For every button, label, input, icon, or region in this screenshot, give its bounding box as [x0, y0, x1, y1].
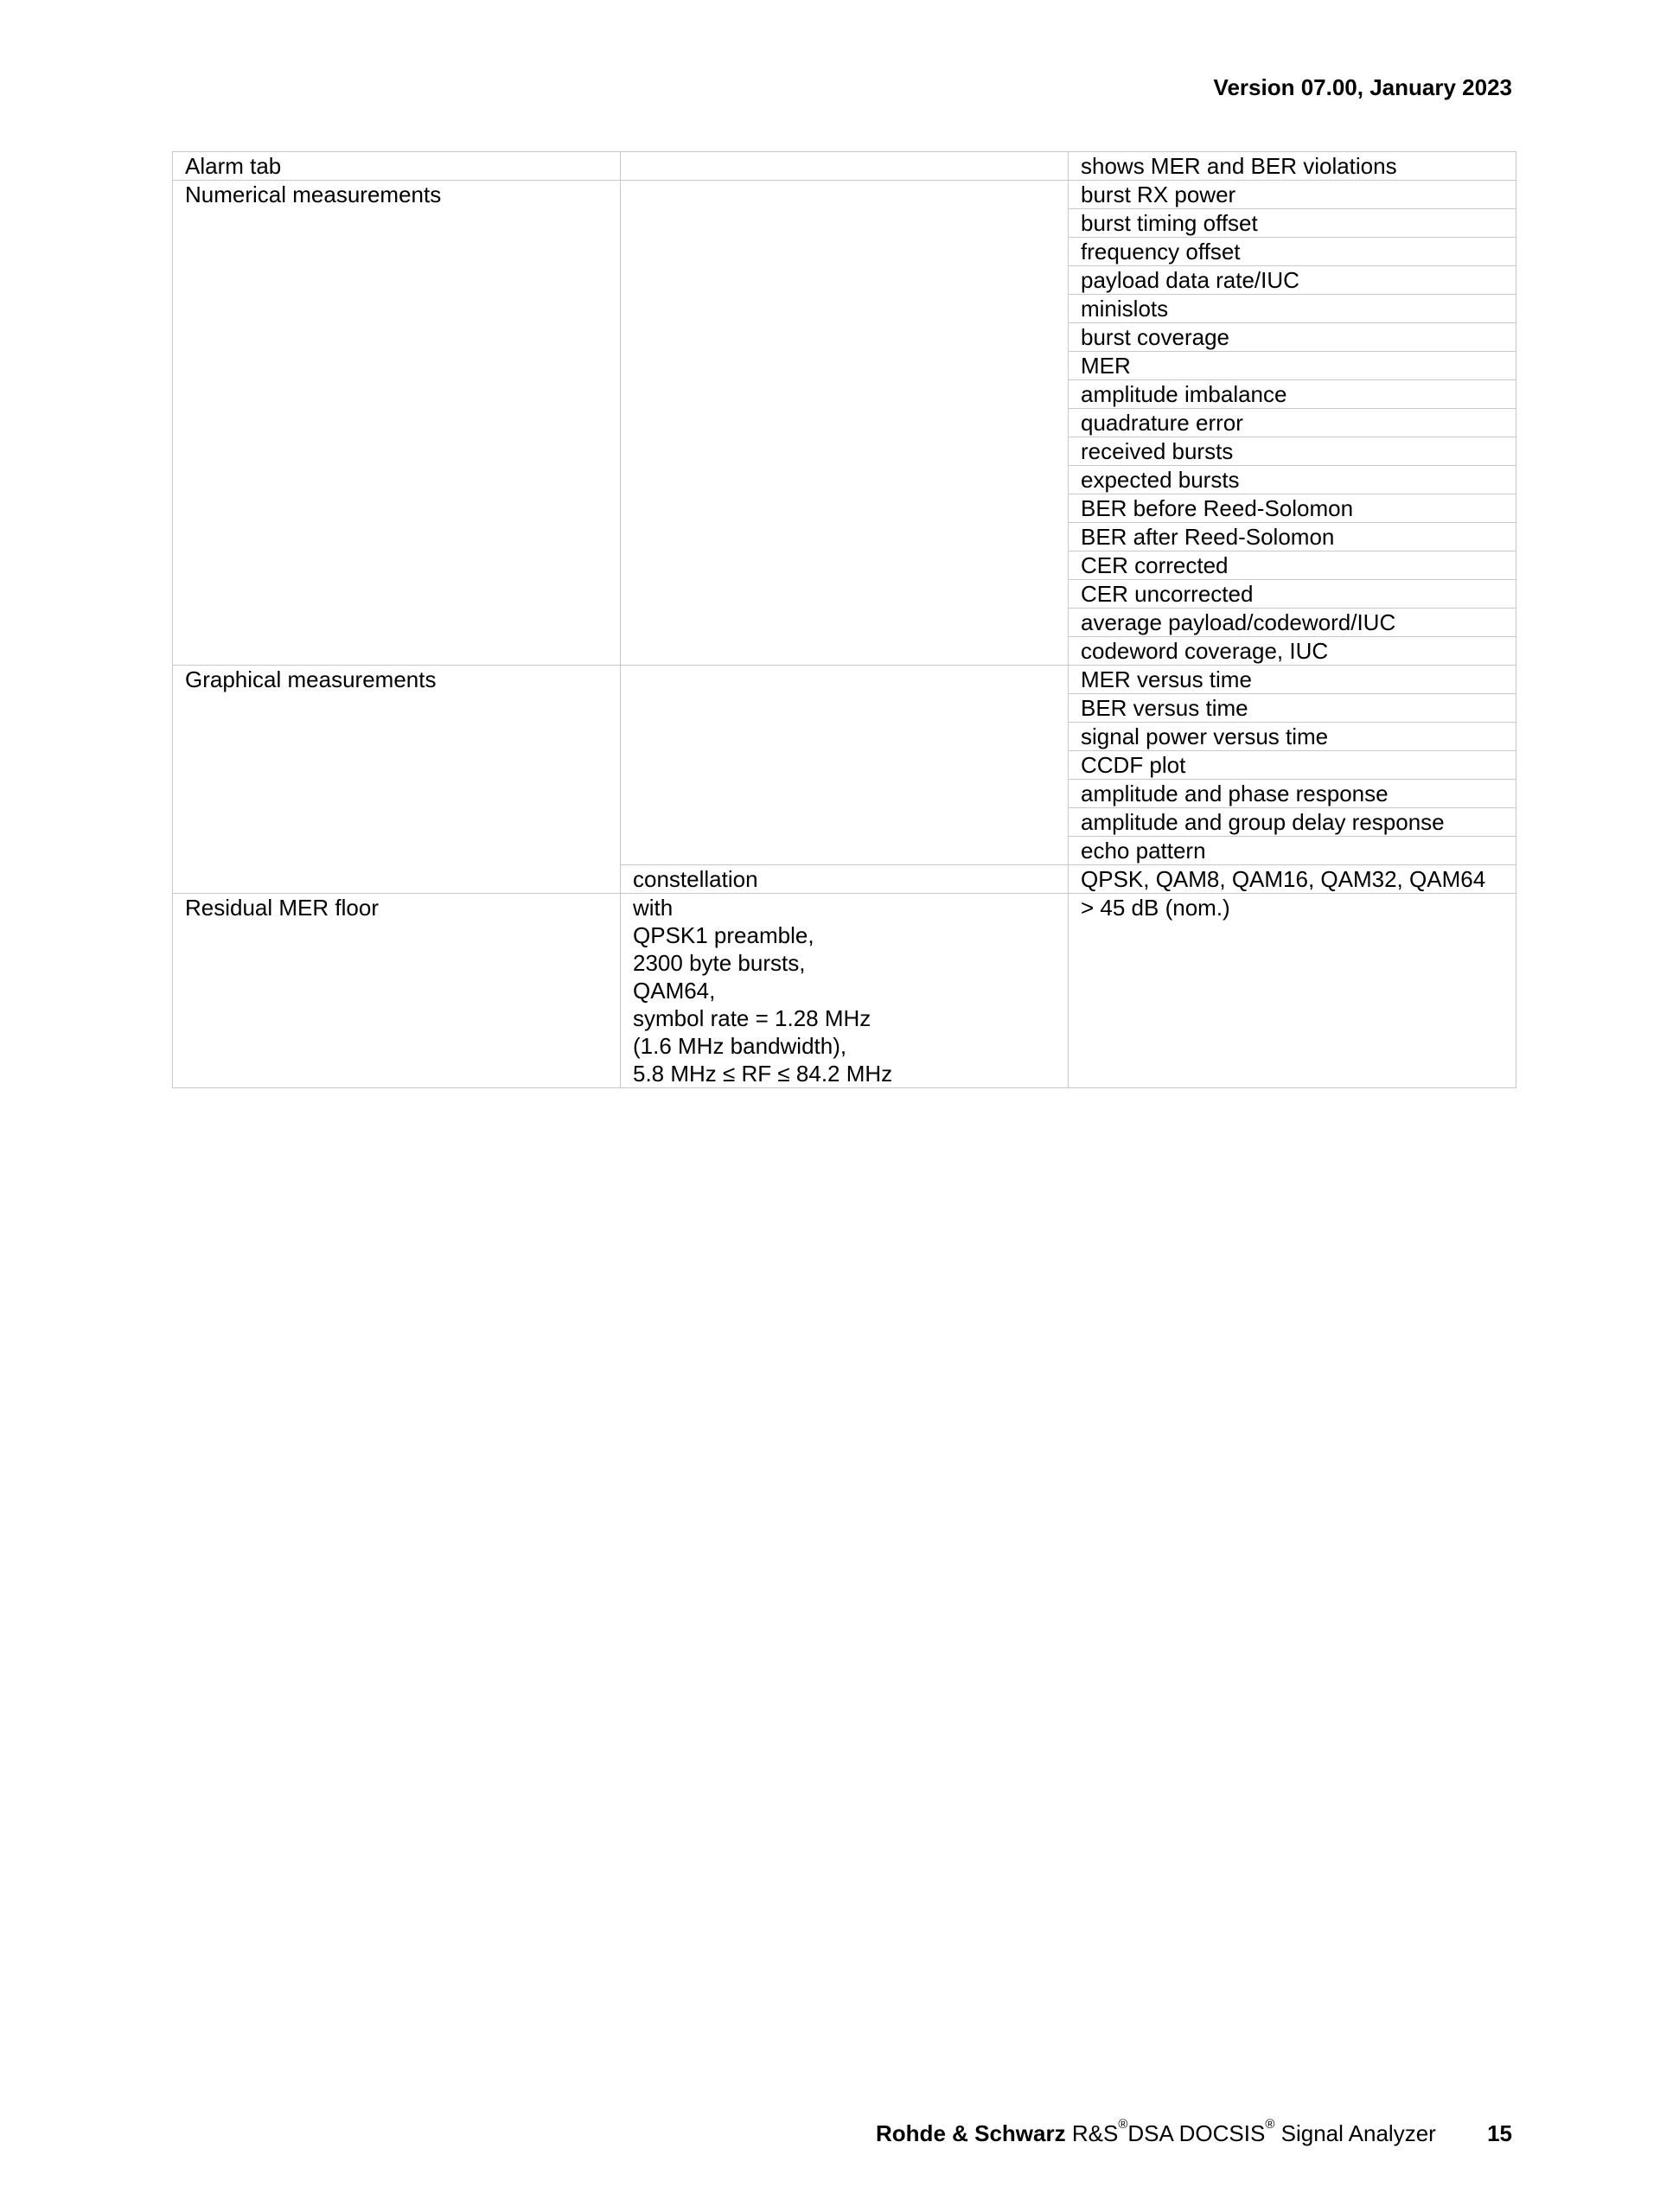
residual-mer-floor-label: Residual MER floor: [173, 894, 621, 1088]
footer-company: Rohde & Schwarz: [876, 2120, 1066, 2146]
table-row-residual-mer-floor: [173, 894, 1516, 1088]
numerical-item: burst timing offset: [1069, 209, 1516, 238]
alarm-tab-label: Alarm tab: [173, 152, 621, 181]
residual-mer-floor-condition: with QPSK1 preamble, 2300 byte bursts, QAM64, symbol rate = 1.28 MHz (1.6 MHz bandwidth), 5.8 MHz ≤ RF ≤ 84.2 MHz: [621, 894, 1069, 1088]
numerical-measurements-label: Numerical measurements: [173, 181, 621, 666]
numerical-item: BER before Reed-Solomon: [1069, 494, 1516, 523]
registered-mark: ®: [1118, 2117, 1128, 2132]
footer-product-suffix: Signal Analyzer: [1280, 2120, 1436, 2146]
graphical-item: BER versus time: [1069, 694, 1516, 723]
header-version: Version 07.00, January 2023: [1213, 74, 1512, 100]
numerical-item: quadrature error: [1069, 409, 1516, 437]
constellation-label: constellation: [621, 865, 1069, 894]
graphical-item: amplitude and group delay response: [1069, 808, 1516, 837]
graphical-item: MER versus time: [1069, 666, 1516, 694]
numerical-item: CER corrected: [1069, 551, 1516, 580]
numerical-item: burst RX power: [1069, 181, 1516, 209]
graphical-item: echo pattern: [1069, 837, 1516, 865]
graphical-item: amplitude and phase response: [1069, 780, 1516, 808]
numerical-item: frequency offset: [1069, 238, 1516, 266]
numerical-item: payload data rate/IUC: [1069, 266, 1516, 295]
registered-mark: ®: [1265, 2117, 1275, 2132]
alarm-tab-value: shows MER and BER violations: [1069, 152, 1516, 181]
constellation-value: QPSK, QAM8, QAM16, QAM32, QAM64: [1069, 865, 1516, 894]
numerical-item: BER after Reed-Solomon: [1069, 523, 1516, 551]
numerical-item: minislots: [1069, 295, 1516, 323]
table-row-alarm-tab: [173, 152, 1516, 181]
numerical-item: CER uncorrected: [1069, 580, 1516, 609]
graphical-item: signal power versus time: [1069, 723, 1516, 751]
graphical-measurements-label: Graphical measurements: [173, 666, 621, 894]
numerical-item: average payload/codeword/IUC: [1069, 609, 1516, 637]
table-row-numerical: [173, 181, 1516, 209]
footer: [876, 2117, 1512, 2147]
footer-product-prefix: R&S: [1071, 2120, 1119, 2146]
numerical-item: expected bursts: [1069, 466, 1516, 494]
page-number: 15: [1487, 2120, 1512, 2146]
numerical-item: amplitude imbalance: [1069, 380, 1516, 409]
numerical-item: MER: [1069, 352, 1516, 380]
numerical-item: burst coverage: [1069, 323, 1516, 352]
residual-mer-floor-value: > 45 dB (nom.): [1069, 894, 1516, 1088]
numerical-item: codeword coverage, IUC: [1069, 637, 1516, 666]
graphical-measurements-condition: [621, 666, 1069, 865]
footer-product-name: DSA DOCSIS: [1127, 2120, 1266, 2146]
alarm-tab-condition: [621, 152, 1069, 181]
graphical-item: CCDF plot: [1069, 751, 1516, 780]
table-row-graphical: [173, 666, 1516, 694]
numerical-measurements-condition: [621, 181, 1069, 666]
numerical-item: received bursts: [1069, 437, 1516, 466]
specifications-table-body: [173, 152, 1516, 1088]
specifications-table: [172, 151, 1516, 1088]
